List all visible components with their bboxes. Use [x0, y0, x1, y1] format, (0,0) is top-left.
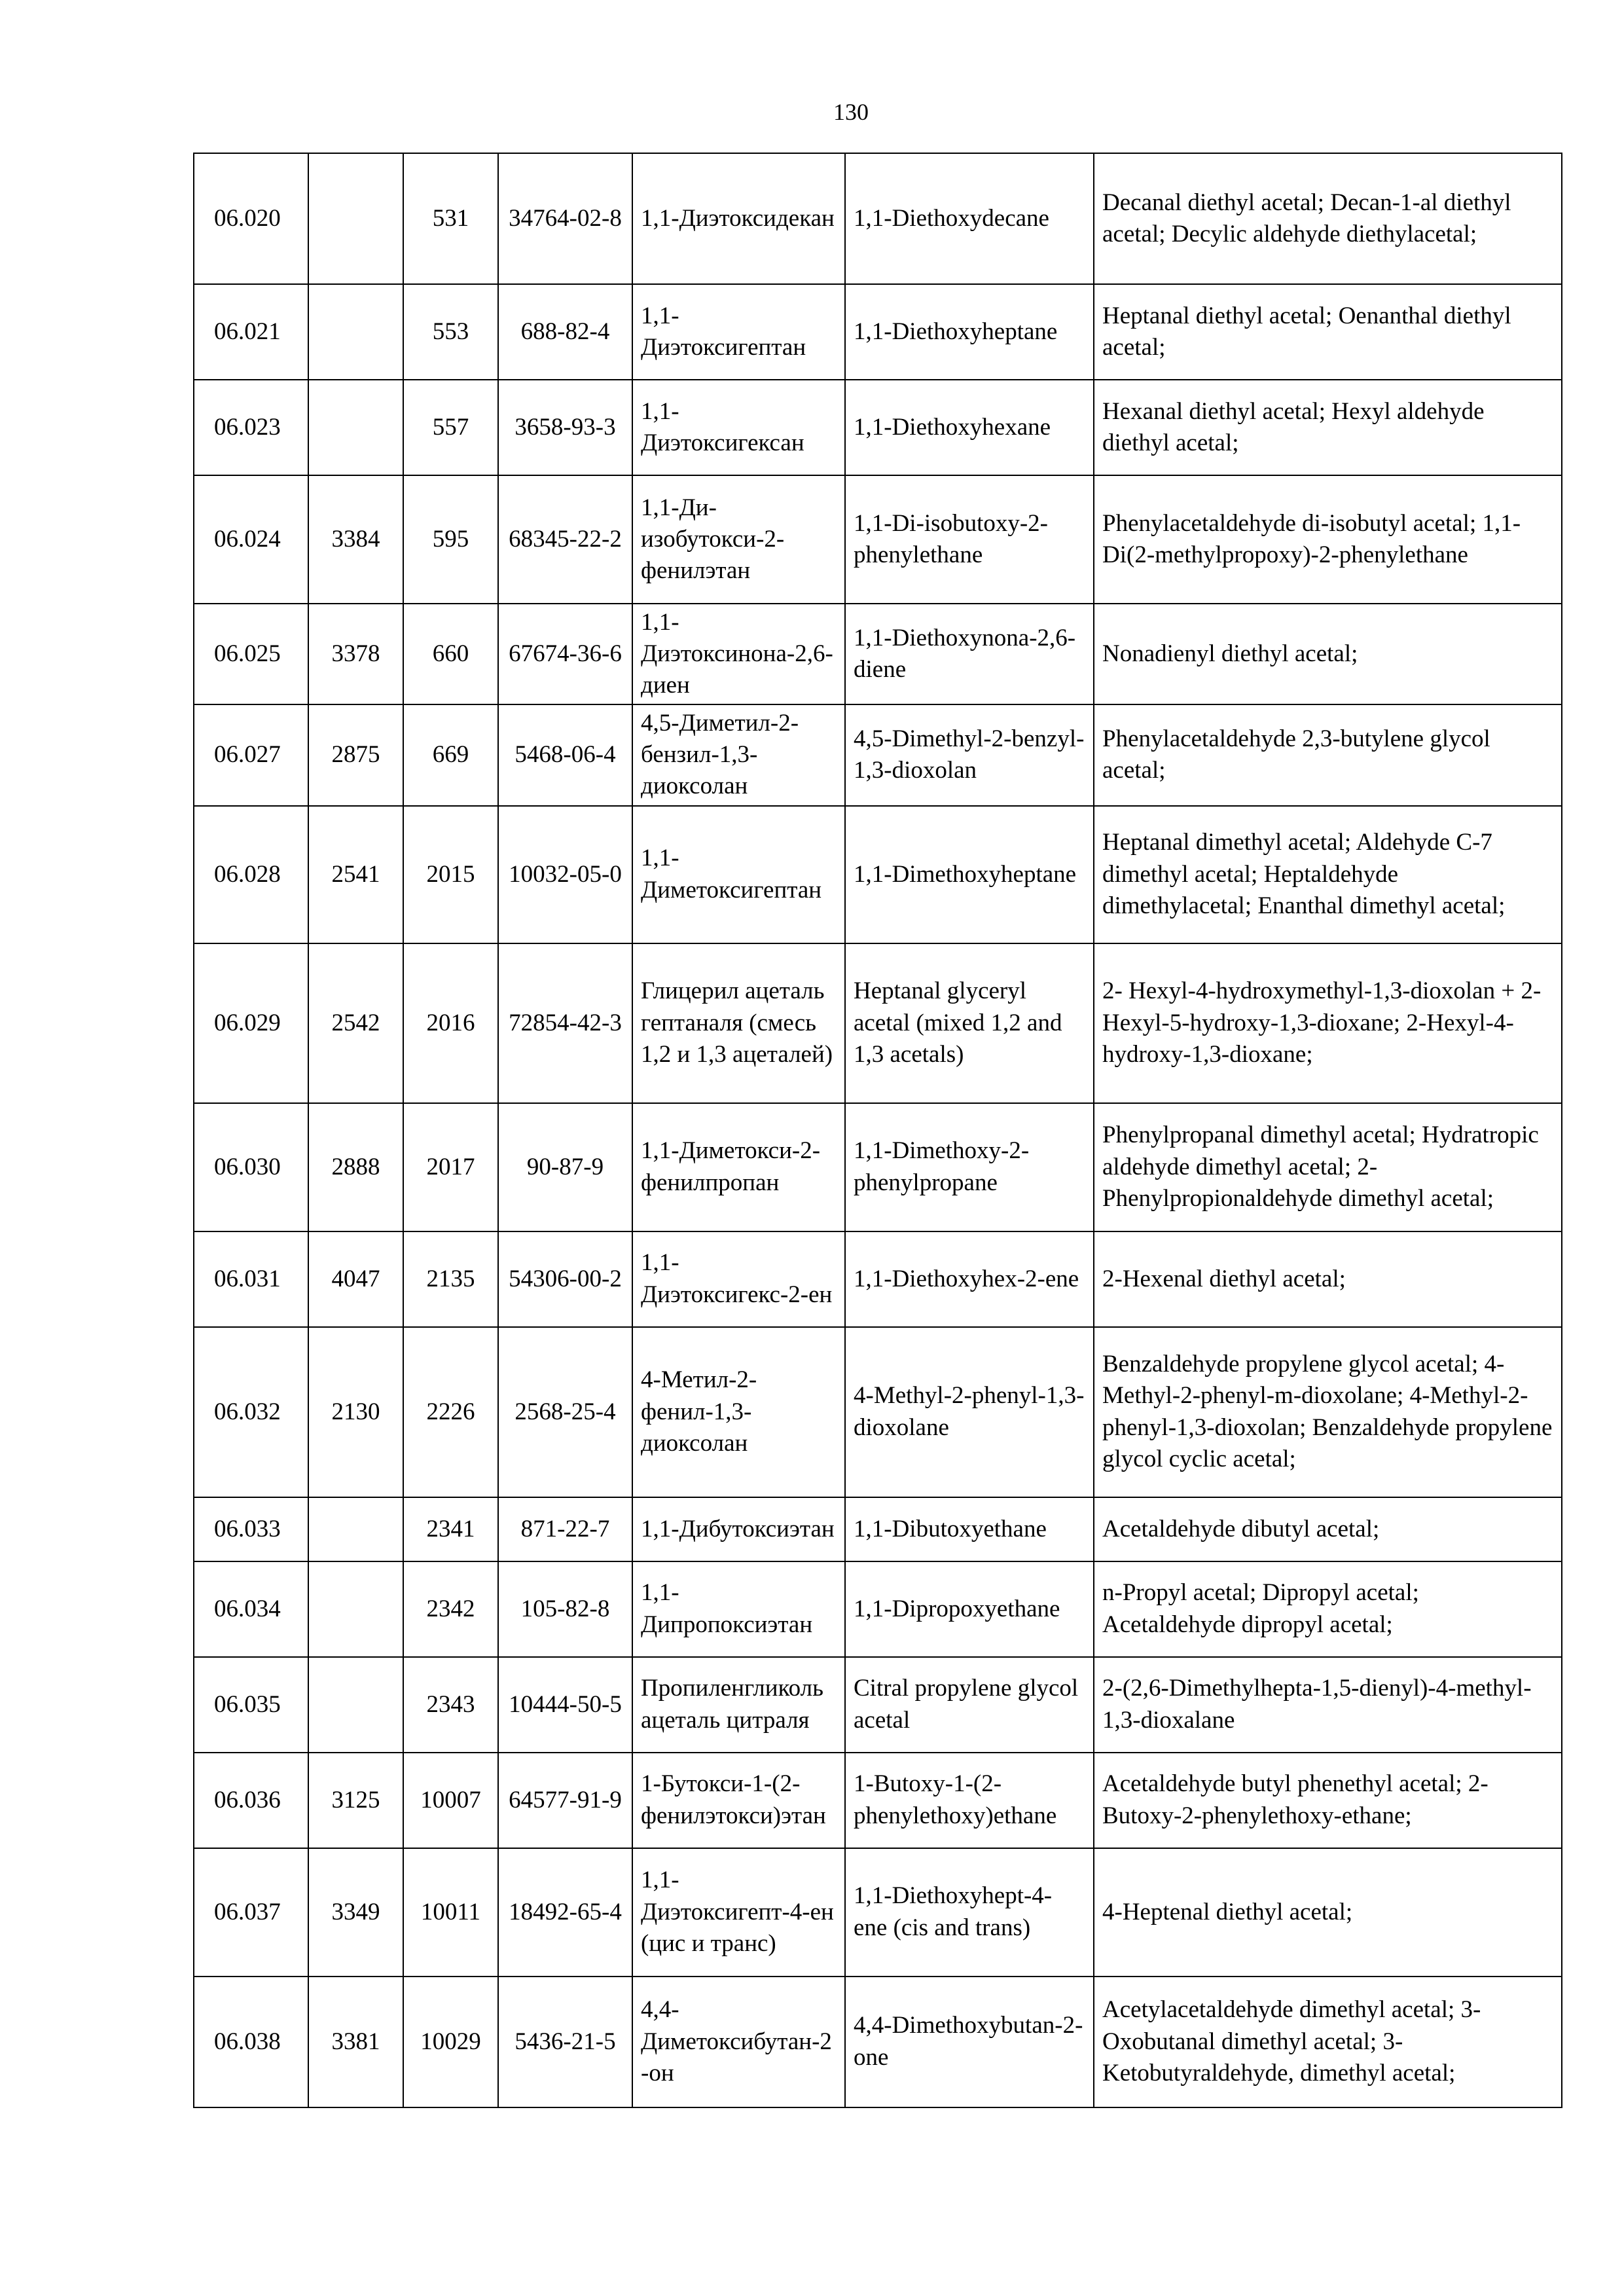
jecfa-number-cell — [308, 1657, 403, 1753]
english-name-cell: 1-Butoxy-1-(2-phenylethoxy)ethane — [845, 1753, 1094, 1848]
cas-number-cell: 67674-36-6 — [498, 604, 632, 704]
russian-name-cell: 1,1-Дипропоксиэтан — [632, 1561, 845, 1657]
table-row — [194, 1753, 1562, 1848]
coe-number-cell: 10007 — [403, 1753, 498, 1848]
russian-name-cell: 1,1-Ди-изобутокси-2-фенилэтан — [632, 475, 845, 604]
row-number-cell: 06.025 — [194, 604, 308, 704]
cas-number-cell: 90-87-9 — [498, 1103, 632, 1231]
coe-number-cell: 2016 — [403, 943, 498, 1103]
flavouring-substances-table — [193, 153, 1562, 2108]
jecfa-number-cell: 3381 — [308, 1977, 403, 2107]
synonyms-cell: Acetaldehyde dibutyl acetal; — [1094, 1497, 1562, 1561]
coe-number-cell: 669 — [403, 704, 498, 805]
row-number-cell: 06.029 — [194, 943, 308, 1103]
jecfa-number-cell — [308, 153, 403, 284]
table-row — [194, 1497, 1562, 1561]
table-row — [194, 1327, 1562, 1497]
coe-number-cell: 2342 — [403, 1561, 498, 1657]
russian-name-cell: 1,1-Диэтоксигексан — [632, 380, 845, 475]
synonyms-cell: Phenylpropanal dimethyl acetal; Hydratropic aldehyde dimethyl acetal; 2- Phenylpropionaldehyde dimethyl acetal; — [1094, 1103, 1562, 1231]
table-row — [194, 1977, 1562, 2107]
english-name-cell: 1,1-Diethoxyhexane — [845, 380, 1094, 475]
table-row — [194, 475, 1562, 604]
coe-number-cell: 531 — [403, 153, 498, 284]
synonyms-cell: Nonadienyl diethyl acetal; — [1094, 604, 1562, 704]
coe-number-cell: 2017 — [403, 1103, 498, 1231]
coe-number-cell: 2341 — [403, 1497, 498, 1561]
russian-name-cell: 1,1-Диэтоксигекс-2-ен — [632, 1231, 845, 1327]
russian-name-cell: 1,1-Диметокси-2-фенилпропан — [632, 1103, 845, 1231]
english-name-cell: 1,1-Diethoxynona-2,6-diene — [845, 604, 1094, 704]
jecfa-number-cell: 3349 — [308, 1848, 403, 1977]
russian-name-cell: 4-Метил-2-фенил-1,3-диоксолан — [632, 1327, 845, 1497]
jecfa-number-cell — [308, 1497, 403, 1561]
table-row — [194, 153, 1562, 284]
cas-number-cell: 5468-06-4 — [498, 704, 632, 805]
table-row — [194, 1848, 1562, 1977]
table-row — [194, 604, 1562, 704]
english-name-cell: 4,4-Dimethoxybutan-2-one — [845, 1977, 1094, 2107]
russian-name-cell: 4,5-Диметил-2-бензил-1,3-диоксолан — [632, 704, 845, 805]
coe-number-cell: 660 — [403, 604, 498, 704]
coe-number-cell: 2015 — [403, 806, 498, 943]
russian-name-cell: 1-Бутокси-1-(2-фенилэтокси)этан — [632, 1753, 845, 1848]
row-number-cell: 06.036 — [194, 1753, 308, 1848]
cas-number-cell: 2568-25-4 — [498, 1327, 632, 1497]
cas-number-cell: 34764-02-8 — [498, 153, 632, 284]
english-name-cell: 1,1-Dipropoxyethane — [845, 1561, 1094, 1657]
cas-number-cell: 10444-50-5 — [498, 1657, 632, 1753]
table-row — [194, 704, 1562, 805]
cas-number-cell: 10032-05-0 — [498, 806, 632, 943]
table-row — [194, 806, 1562, 943]
coe-number-cell: 595 — [403, 475, 498, 604]
jecfa-number-cell — [308, 380, 403, 475]
cas-number-cell: 64577-91-9 — [498, 1753, 632, 1848]
row-number-cell: 06.034 — [194, 1561, 308, 1657]
synonyms-cell: Benzaldehyde propylene glycol acetal; 4-Methyl-2-phenyl-m-dioxolane; 4-Methyl-2-phenyl-1,3-dioxolan; Benzaldehyde propylene glycol cyclic acetal; — [1094, 1327, 1562, 1497]
synonyms-cell: Acetaldehyde butyl phenethyl acetal; 2-Butoxy-2-phenylethoxy-ethane; — [1094, 1753, 1562, 1848]
cas-number-cell: 18492-65-4 — [498, 1848, 632, 1977]
table-row — [194, 1103, 1562, 1231]
row-number-cell: 06.037 — [194, 1848, 308, 1977]
english-name-cell: 1,1-Diethoxydecane — [845, 153, 1094, 284]
jecfa-number-cell — [308, 1561, 403, 1657]
english-name-cell: 4-Methyl-2-phenyl-1,3-dioxolane — [845, 1327, 1094, 1497]
english-name-cell: 1,1-Diethoxyhex-2-ene — [845, 1231, 1094, 1327]
english-name-cell: 1,1-Diethoxyheptane — [845, 284, 1094, 380]
jecfa-number-cell: 4047 — [308, 1231, 403, 1327]
synonyms-cell: 2-Hexenal diethyl acetal; — [1094, 1231, 1562, 1327]
row-number-cell: 06.024 — [194, 475, 308, 604]
row-number-cell: 06.031 — [194, 1231, 308, 1327]
synonyms-cell: n-Propyl acetal; Dipropyl acetal; Acetaldehyde dipropyl acetal; — [1094, 1561, 1562, 1657]
jecfa-number-cell — [308, 284, 403, 380]
synonyms-cell: 2-(2,6-Dimethylhepta-1,5-dienyl)-4-methyl-1,3-dioxalane — [1094, 1657, 1562, 1753]
jecfa-number-cell: 2542 — [308, 943, 403, 1103]
table-row — [194, 1231, 1562, 1327]
synonyms-cell: Phenylacetaldehyde 2,3-butylene glycol acetal; — [1094, 704, 1562, 805]
row-number-cell: 06.023 — [194, 380, 308, 475]
table-row — [194, 380, 1562, 475]
row-number-cell: 06.028 — [194, 806, 308, 943]
coe-number-cell: 553 — [403, 284, 498, 380]
english-name-cell: 1,1-Dimethoxy-2-phenylpropane — [845, 1103, 1094, 1231]
cas-number-cell: 688-82-4 — [498, 284, 632, 380]
english-name-cell: Heptanal glyceryl acetal (mixed 1,2 and 1,3 acetals) — [845, 943, 1094, 1103]
coe-number-cell: 10011 — [403, 1848, 498, 1977]
jecfa-number-cell: 3378 — [308, 604, 403, 704]
synonyms-cell: 2- Hexyl-4-hydroxymethyl-1,3-dioxolan + 2- Hexyl-5-hydroxy-1,3-dioxane; 2-Hexyl-4-hydroxy-1,3-dioxane; — [1094, 943, 1562, 1103]
row-number-cell: 06.027 — [194, 704, 308, 805]
coe-number-cell: 10029 — [403, 1977, 498, 2107]
english-name-cell: 1,1-Dimethoxyheptane — [845, 806, 1094, 943]
cas-number-cell: 871-22-7 — [498, 1497, 632, 1561]
english-name-cell: Citral propylene glycol acetal — [845, 1657, 1094, 1753]
cas-number-cell: 105-82-8 — [498, 1561, 632, 1657]
jecfa-number-cell: 2541 — [308, 806, 403, 943]
russian-name-cell: 1,1-Диэтоксинона-2,6-диен — [632, 604, 845, 704]
table-body — [194, 153, 1562, 2107]
cas-number-cell: 68345-22-2 — [498, 475, 632, 604]
jecfa-number-cell: 3384 — [308, 475, 403, 604]
jecfa-number-cell: 3125 — [308, 1753, 403, 1848]
english-name-cell: 4,5-Dimethyl-2-benzyl-1,3-dioxolan — [845, 704, 1094, 805]
jecfa-number-cell: 2888 — [308, 1103, 403, 1231]
row-number-cell: 06.030 — [194, 1103, 308, 1231]
page-number: 130 — [833, 99, 869, 125]
english-name-cell: 1,1-Di-isobutoxy-2-phenylethane — [845, 475, 1094, 604]
cas-number-cell: 5436-21-5 — [498, 1977, 632, 2107]
russian-name-cell: 4,4-Диметоксибутан-2-он — [632, 1977, 845, 2107]
table-row — [194, 1561, 1562, 1657]
synonyms-cell: Acetylacetaldehyde dimethyl acetal; 3-Oxobutanal dimethyl acetal; 3-Ketobutyraldehyde, dimethyl acetal; — [1094, 1977, 1562, 2107]
table-row — [194, 943, 1562, 1103]
row-number-cell: 06.033 — [194, 1497, 308, 1561]
english-name-cell: 1,1-Dibutoxyethane — [845, 1497, 1094, 1561]
russian-name-cell: 1,1-Дибутоксиэтан — [632, 1497, 845, 1561]
russian-name-cell: 1,1-Диэтоксидекан — [632, 153, 845, 284]
row-number-cell: 06.035 — [194, 1657, 308, 1753]
synonyms-cell: Decanal diethyl acetal; Decan-1-al diethyl acetal; Decylic aldehyde diethylacetal; — [1094, 153, 1562, 284]
row-number-cell: 06.021 — [194, 284, 308, 380]
row-number-cell: 06.032 — [194, 1327, 308, 1497]
synonyms-cell: Phenylacetaldehyde di-isobutyl acetal; 1,1-Di(2-methylpropoxy)-2-phenylethane — [1094, 475, 1562, 604]
table-row — [194, 1657, 1562, 1753]
synonyms-cell: Heptanal dimethyl acetal; Aldehyde C-7 dimethyl acetal; Heptaldehyde dimethylacetal; Enanthal dimethyl acetal; — [1094, 806, 1562, 943]
cas-number-cell: 3658-93-3 — [498, 380, 632, 475]
synonyms-cell: Hexanal diethyl acetal; Hexyl aldehyde diethyl acetal; — [1094, 380, 1562, 475]
row-number-cell: 06.038 — [194, 1977, 308, 2107]
russian-name-cell: Глицерил ацеталь гептаналя (смесь 1,2 и 1,3 ацеталей) — [632, 943, 845, 1103]
synonyms-cell: 4-Heptenal diethyl acetal; — [1094, 1848, 1562, 1977]
table-row — [194, 284, 1562, 380]
row-number-cell: 06.020 — [194, 153, 308, 284]
cas-number-cell: 54306-00-2 — [498, 1231, 632, 1327]
coe-number-cell: 2135 — [403, 1231, 498, 1327]
english-name-cell: 1,1-Diethoxyhept-4-ene (cis and trans) — [845, 1848, 1094, 1977]
jecfa-number-cell: 2875 — [308, 704, 403, 805]
cas-number-cell: 72854-42-3 — [498, 943, 632, 1103]
russian-name-cell: 1,1-Диэтоксигепт-4-ен (цис и транс) — [632, 1848, 845, 1977]
russian-name-cell: 1,1-Диэтоксигептан — [632, 284, 845, 380]
coe-number-cell: 557 — [403, 380, 498, 475]
synonyms-cell: Heptanal diethyl acetal; Oenanthal diethyl acetal; — [1094, 284, 1562, 380]
russian-name-cell: 1,1-Диметоксигептан — [632, 806, 845, 943]
coe-number-cell: 2226 — [403, 1327, 498, 1497]
jecfa-number-cell: 2130 — [308, 1327, 403, 1497]
russian-name-cell: Пропиленгликоль ацеталь цитраля — [632, 1657, 845, 1753]
coe-number-cell: 2343 — [403, 1657, 498, 1753]
